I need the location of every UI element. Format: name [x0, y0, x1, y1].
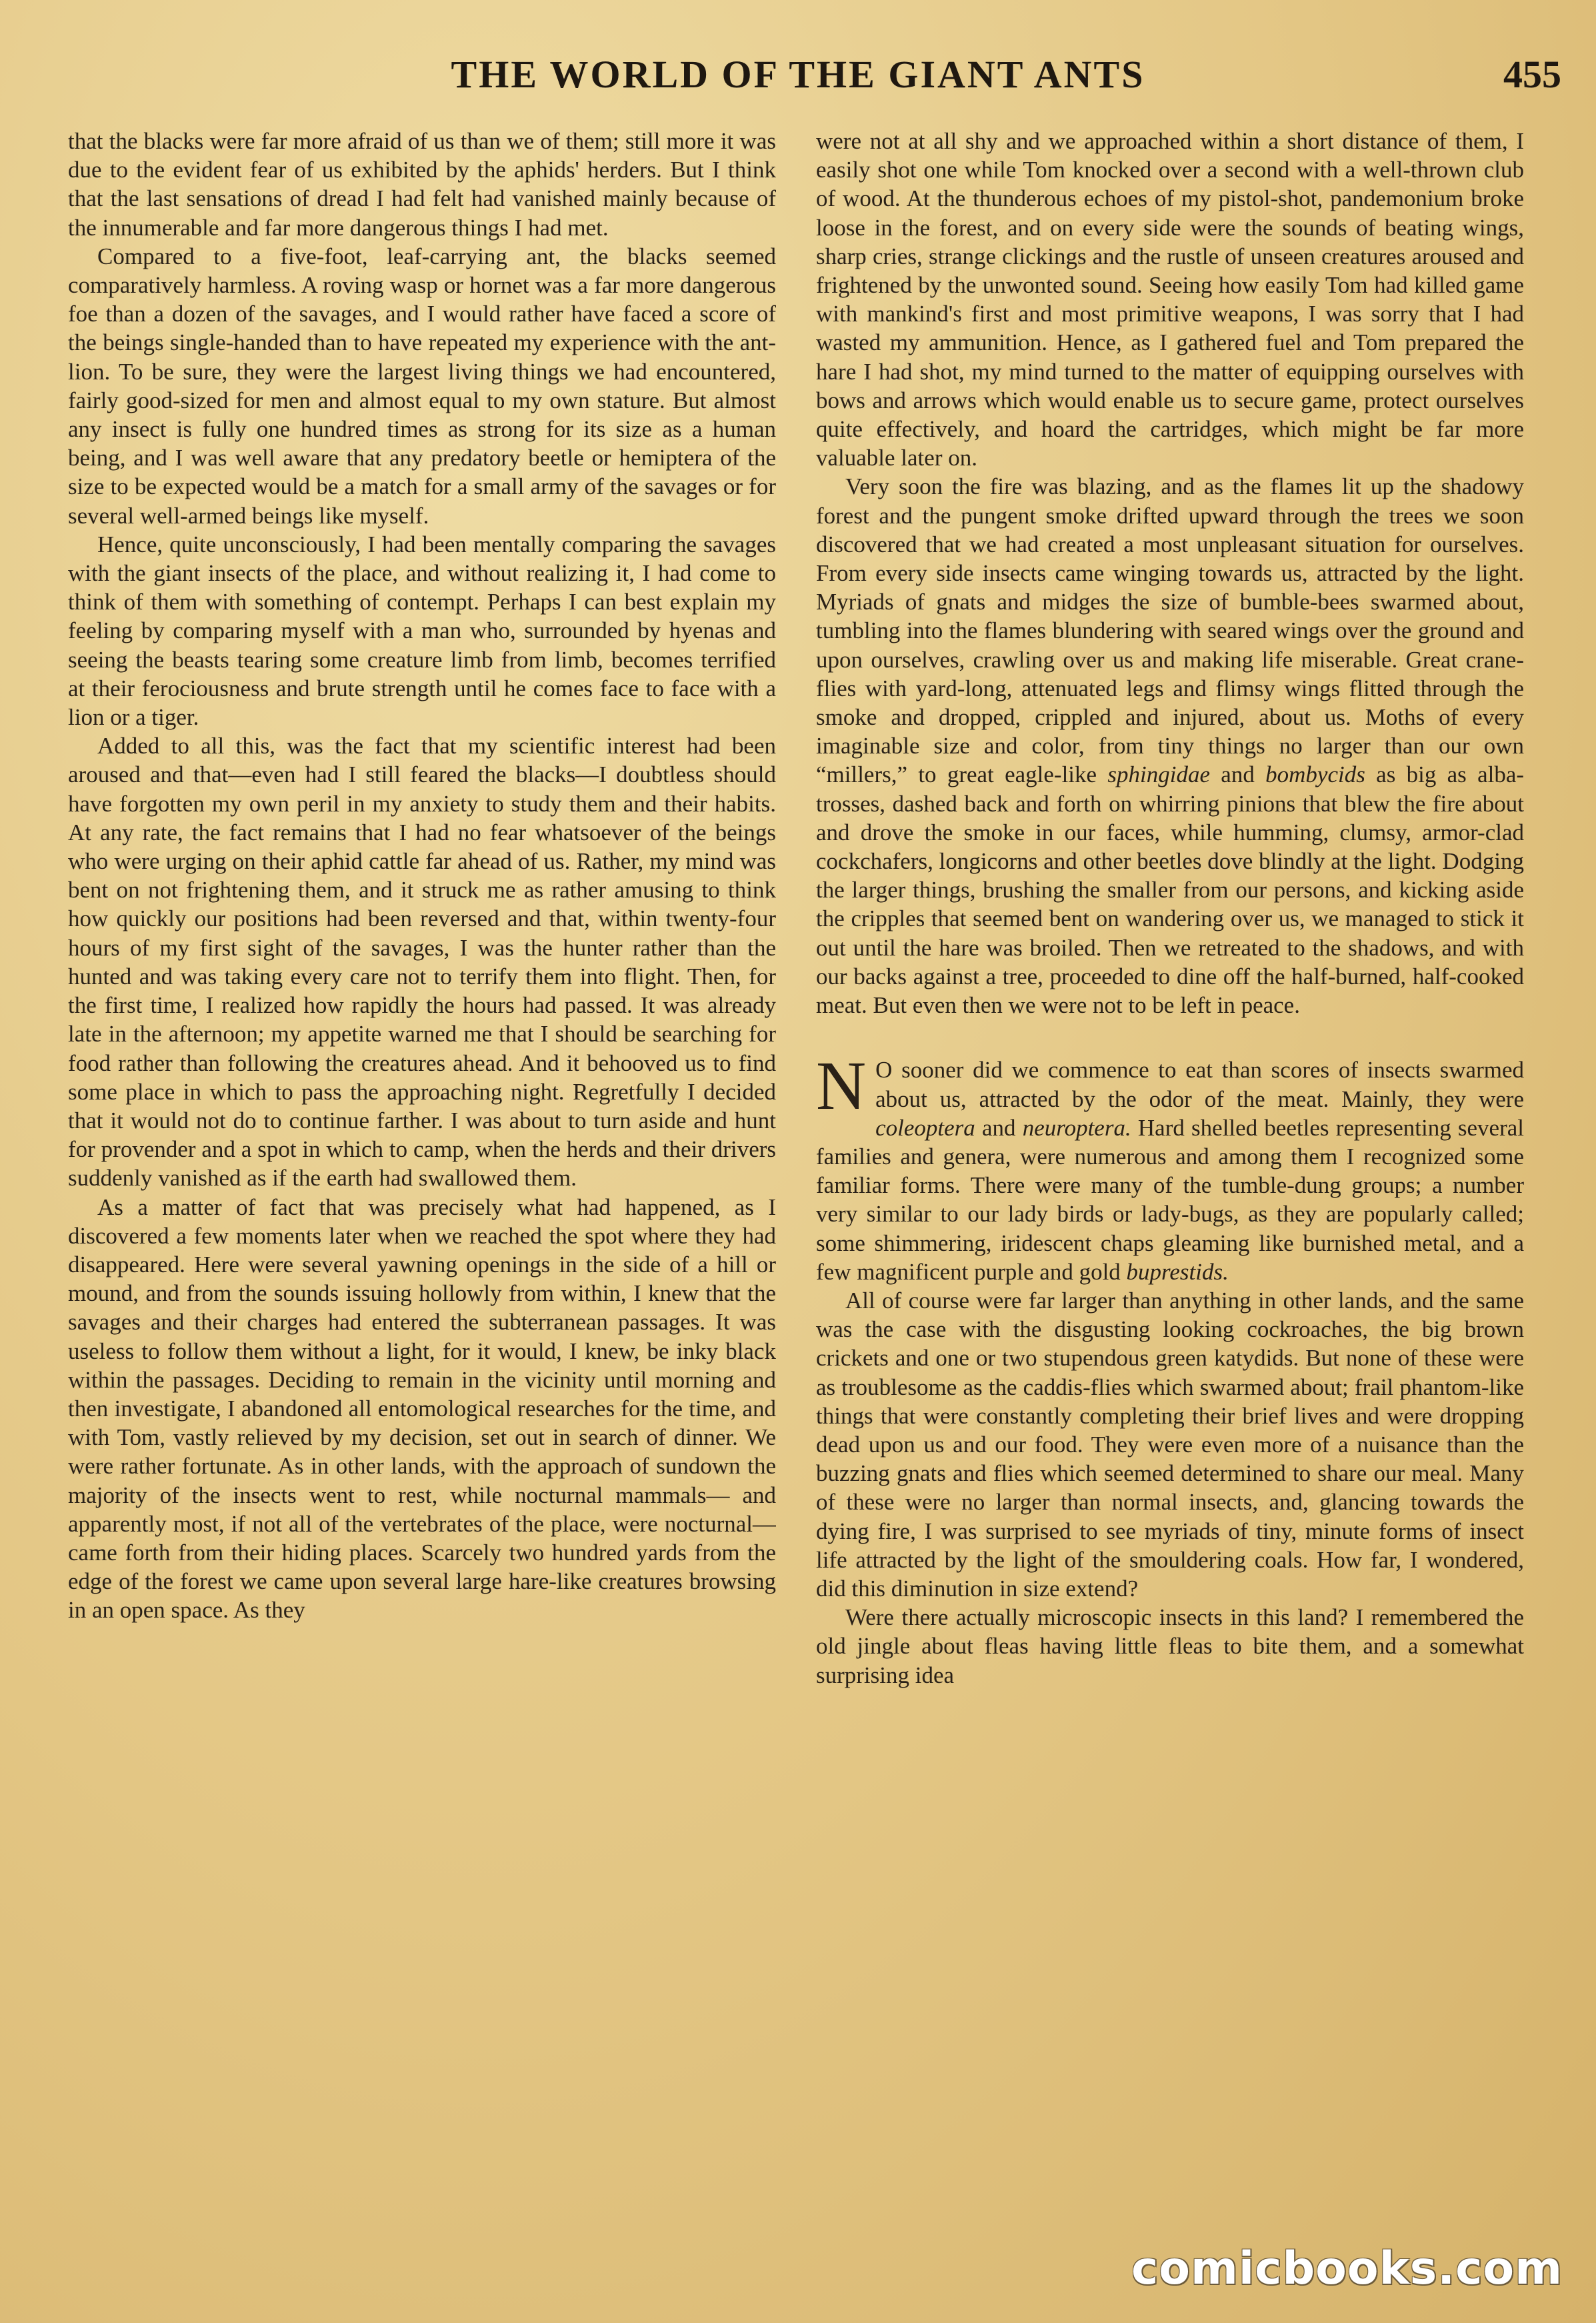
italic-term: buprestids. — [1126, 1258, 1229, 1285]
italic-term: bombycids — [1265, 761, 1365, 788]
paragraph-text: and — [1221, 761, 1255, 788]
paragraph: All of course were far larger than anything in other lands, and the same was the case with the disgusting looking cockroaches, the big brown crickets and one or two stupendous green katydids. But none of these were as troublesome as the caddis-flies which swarmed about; frail phantom-like things that were constantly completing their brief lives and were dropping dead upon us and our food. They were even more of a nuisance than the buzzing gnats and flies which seemed determined to share our meal. Many of these were no larger than normal insects, and, glancing towards the dying fire, I was surprised to see myriads of tiny, minute forms of insect life attracted by the light of the smouldering coals. How far, I wondered, did this diminution in size extend? — [816, 1287, 1524, 1602]
paragraph-text: Very soon the fire was blazing, and as the flames lit up the shadowy forest and the pungent smoke drifted upward through the trees we soon discovered that we had created a most unpleasant situation for ourselves. From every side insects came winging towards us, attracted by the light. Myriads of gnats and midges the size of bumble-bees swarmed about, tumbling into the flames blundering with seared wings over the ground and upon ourselves, crawling over us and making life miserable. Great crane-flies with yard-long, attenuated legs and flimsy wings flitted through the smoke and dropped, crippled and injured, about us. Moths of every imaginable size and color, from tiny things no larger than our own “millers,” to great eagle-like — [816, 473, 1524, 788]
left-column — [68, 127, 776, 2180]
watermark: comicbooks.com — [1131, 2242, 1563, 2295]
paragraph — [816, 472, 1524, 1019]
paragraph-text: Hard shelled beetles representing several families and genera, were numerous and among them I recognized some familiar forms. There were many of the tumble-dung groups; a number very similar to our lady birds or lady-bugs, as they are popularly called; some shimmering, iridescent chaps gleaming like burnished metal, and a few magnificent purple and gold — [816, 1114, 1524, 1285]
paragraph: Were there actually microscopic insects in this land? I remembered the old jingle about fleas having little fleas to bite them, and a somewhat surprising idea — [816, 1604, 1524, 1688]
paragraph: Hence, quite unconsciously, I had been mentally comparing the savages with the giant insects of the place, and without realizing it, I had come to think of them with something of contempt. Perhaps I can best explain my feeling by comparing myself with a man who, surrounded by hyenas and seeing the beasts tearing some creature limb from limb, becomes terrified at their ferociousness and brute strength until he comes face to face with a lion or a tiger. — [68, 531, 776, 731]
page-header — [0, 52, 1596, 105]
italic-term: sphingidae — [1107, 761, 1210, 788]
paragraph: Compared to a five-foot, leaf-carrying ant, the blacks seemed comparatively harmless. A roving wasp or hornet was a far more dangerous foe than a dozen of the savages, and I would rather have faced a score of the beings single-handed than to have repeated my experience with the ant-lion. To be sure, they were the largest living things we had encountered, fairly good-sized for men and almost equal to my own stature. But almost any insect is fully one hundred times as strong for its size as a human being, and I was well aware that any predatory beetle or hemiptera of the size to be expected would be a match for a small army of the savages or for several well-armed beings like myself. — [68, 243, 776, 529]
paragraph-text: O sooner did we commence to eat than scores of insects swarmed about us, attracted by the odor of the meat. Mainly, they were — [875, 1057, 1524, 1112]
paragraph: As a matter of fact that was precisely what had happened, as I discovered a few moments later when we reached the spot where they had disappeared. Here were several yawning openings in the side of a hill or mound, and from the sounds issuing hollowly from within, I knew that the savages and their charges had entered the subterranean passages. It was useless to follow them without a light, for it would, I knew, be inky black within the passages. Deciding to remain in the vicinity until morning and then investigate, I abandoned all entomological researches for the time, and with Tom, vastly relieved by my decision, set out in search of dinner. We were rather fortunate. As in other lands, with the approach of sundown the majority of the insects went to rest, while nocturnal mammals— and apparently most, if not all of the vertebrates of the place, were nocturnal—came forth from their hiding places. Scarcely two hundred yards from the edge of the forest we came upon several large hare-like creatures browsing in an open space. As they — [68, 1194, 776, 1624]
section-break — [816, 1019, 1524, 1055]
paragraph-text: as big as albatrosses, dashed back and forth on whirring pinions that blew the fire about and drove the smoke in our faces, while humming, clumsy, armor-clad cockchafers, longicorns and other beetles dove blindly at the light. Dodging the larger things, brushing the smaller from our persons, and kicking aside the cripples that seemed bent on wandering over us, we managed to stick it out until the hare was broiled. Then we retreated to the shadows, and with our backs against a tree, proceeded to dine off the half-burned, half-cooked meat. But even then we were not to be left in peace. — [816, 761, 1524, 1019]
italic-term: coleoptera — [875, 1114, 975, 1141]
right-column — [816, 127, 1524, 2180]
drop-cap: N — [816, 1047, 867, 1125]
italic-term: neuroptera. — [1022, 1114, 1131, 1141]
paragraph: that the blacks were far more afraid of us than we of them; still more it was due to the evident fear of us exhibited by the aphids' herders. But I think that the last sensations of dread I had felt had vanished mainly because of the innumerable and far more dangerous things I had met. — [68, 128, 776, 241]
paragraph — [816, 1047, 1524, 1286]
paragraph-text: and — [981, 1114, 1016, 1141]
paragraph: Added to all this, was the fact that my scientific interest had been aroused and that—even had I still feared the blacks—I doubtless should have forgotten my own peril in my anxiety to study them and their habits. At any rate, the fact remains that I had no fear whatsoever of the beings who were urging on their aphid cattle far ahead of us. Rather, my mind was bent on not frightening them, and it struck me as rather amusing to think how quickly our positions had been reversed and that, within twenty-four hours of my first sight of the savages, I was the hunter rather than the hunted and was taking every care not to terrify them into flight. Then, for the first time, I realized how rapidly the hours had passed. It was already late in the afternoon; my appetite warned me that I should be searching for food rather than following the creatures ahead. And it behooved us to find some place in which to pass the approaching night. Regretfully I decided that it would not do to continue farther. I was about to turn aside and hunt for provender and a spot in which to camp, when the herds and their drivers suddenly vanished as if the earth had swallowed them. — [68, 733, 776, 1192]
page-number: 455 — [1503, 53, 1561, 96]
running-title: THE WORLD OF THE GIANT ANTS — [451, 53, 1145, 96]
paragraph: were not at all shy and we approached within a short distance of them, I easily shot one while Tom knocked over a second with a well-thrown club of wood. At the thunderous echoes of my pistol-shot, pandemonium broke loose in the forest, and on every side were the sounds of beating wings, sharp cries, strange clickings and the rustle of unseen creatures aroused and frightened by the unwonted sound. Seeing how easily Tom had killed game with mankind's first and most primitive weapons, I was sorry that I had wasted my ammunition. Hence, as I gathered fuel and Tom prepared the hare I had shot, my mind turned to the matter of equipping ourselves with bows and arrows which would enable us to secure game, protect ourselves quite effectively, and hoard the cartridges, which might be far more valuable later on. — [816, 128, 1524, 471]
